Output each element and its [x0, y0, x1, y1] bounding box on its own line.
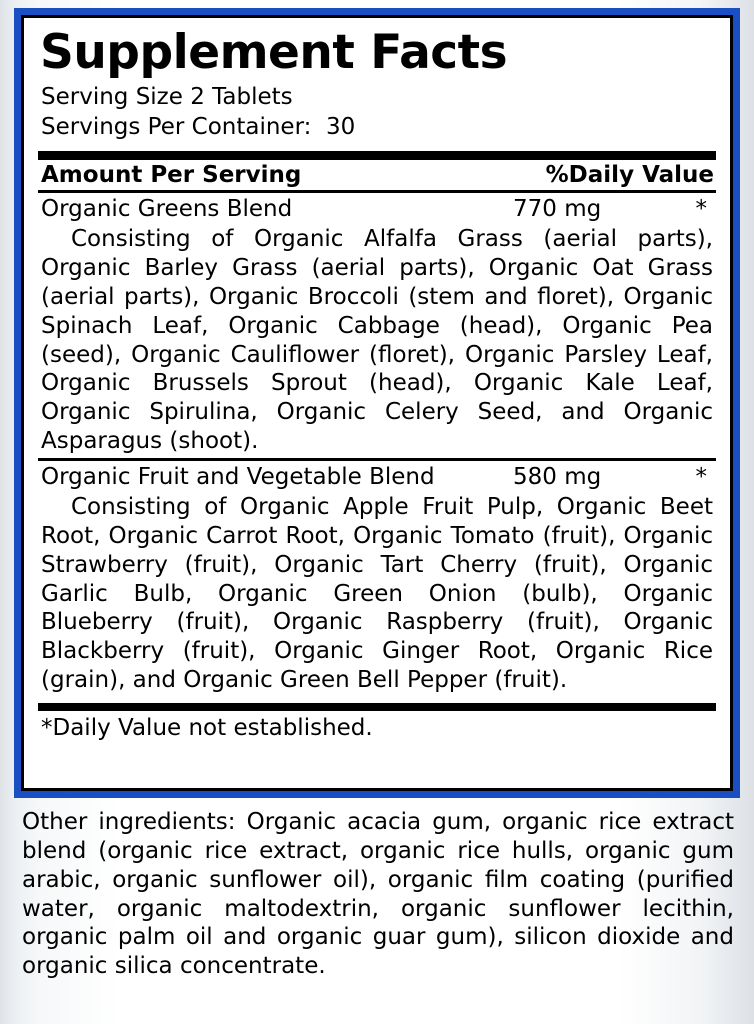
nutrient-daily-value: * [695, 196, 707, 223]
divider-thin-2 [38, 458, 716, 461]
amount-per-serving-header: Amount Per Serving [41, 162, 302, 189]
nutrient-name: Organic Fruit and Vegetable Blend [41, 464, 435, 490]
divider-thick-top [38, 151, 716, 160]
nutrient-name: Organic Greens Blend [41, 196, 293, 223]
supplement-facts-panel [21, 15, 733, 791]
nutrient-daily-value: * [695, 464, 707, 490]
column-headers [41, 162, 714, 188]
nutrient-row-greens-blend [41, 196, 713, 225]
daily-value-footnote: *Daily Value not established. [41, 715, 373, 742]
panel-title: Supplement Facts [40, 25, 508, 80]
nutrient-ingredients-fruit-vegetable: Consisting of Organic Apple Fruit Pulp, Organic Beet Root, Organic Carrot Root, Organic Tomato (fruit), Organic Strawberry (fruit), Organic Tart Cherry (fruit), Organic Garlic Bulb, Organic Green Onion (bulb), Organic Blueberry (fruit), Organic Raspberry (fruit), Organic Blackberry (fruit), Organic Ginger Root, Organic Rice (grain), and Organic Green Bell Pepper (fruit). [41, 494, 713, 694]
supplement-facts-panel-border [14, 8, 740, 798]
nutrient-amount: 580 mg [513, 464, 602, 490]
nutrient-row-fruit-vegetable-blend [41, 464, 713, 493]
nutrient-ingredients-greens: Consisting of Organic Alfalfa Grass (aerial parts), Organic Barley Grass (aerial parts), Organic Oat Grass (aerial parts), Organic Broccoli (stem and floret), Organic Spinach Leaf, Organic Cabbage (head), Organic Pea (seed), Organic Cauliflower (floret), Organic Parsley Leaf, Organic Brussels Sprout (head), Organic Kale Leaf, Organic Spirulina, Organic Celery Seed, and Organic Asparagus (shoot). [41, 226, 713, 455]
divider-bottom [38, 703, 716, 711]
servings-per-container: Servings Per Container: 30 [41, 114, 356, 141]
other-ingredients: Other ingredients: Organic acacia gum, organic rice extract blend (organic rice extract, organic rice hulls, organic gum arabic, organic sunflower oil), organic film coating (purified water, organic maltodextrin, organic sunflower lecithin, organic palm oil and organic guar gum), silicon dioxide and organic silica concentrate. [22, 809, 734, 980]
daily-value-header: %Daily Value [545, 162, 714, 189]
serving-size: Serving Size 2 Tablets [41, 84, 293, 111]
divider-thin-1 [38, 190, 716, 193]
nutrient-amount: 770 mg [513, 196, 602, 223]
